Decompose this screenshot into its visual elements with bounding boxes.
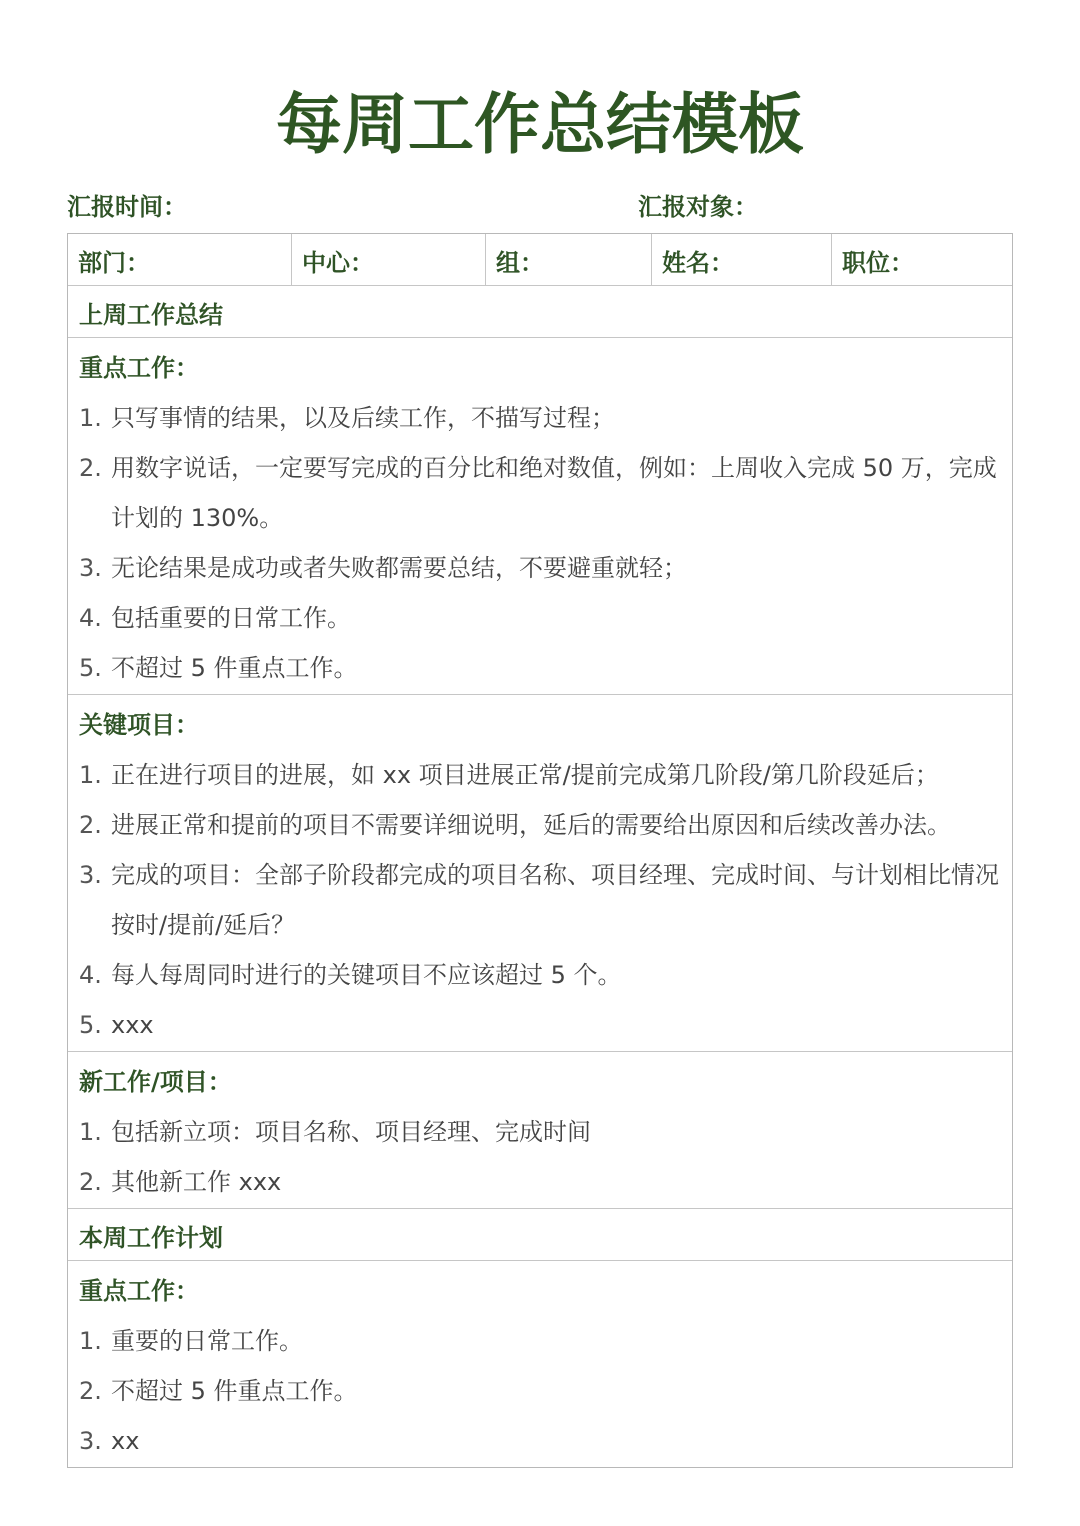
- list-item: [79, 750, 1002, 800]
- last-week-section-title: 上周工作总结: [68, 286, 1012, 338]
- key-projects-block: [68, 695, 1012, 1052]
- item-number: 3.: [79, 1427, 102, 1455]
- list-item: [79, 1366, 1002, 1416]
- item-text: xxx: [111, 1011, 154, 1039]
- item-number: 1.: [79, 404, 102, 432]
- list-item: [79, 1107, 1002, 1157]
- item-number: 3.: [79, 554, 102, 582]
- list-item: [79, 593, 1002, 643]
- item-number: 4.: [79, 961, 102, 989]
- item-text: 不超过 5 件重点工作。: [111, 1377, 358, 1405]
- this-week-key-work-block: [68, 1261, 1012, 1467]
- group-cell: 组：: [486, 234, 652, 286]
- item-number: 2.: [79, 1377, 102, 1405]
- item-number: 5.: [79, 654, 102, 682]
- item-text: 无论结果是成功或者失败都需要总结，不要避重就轻；: [111, 554, 687, 582]
- report-time-label: 汇报时间：: [67, 193, 187, 221]
- item-number: 5.: [79, 1011, 102, 1039]
- info-header-row: [68, 234, 1012, 286]
- item-text: 进展正常和提前的项目不需要详细说明，延后的需要给出原因和后续改善办法。: [111, 811, 951, 839]
- item-text: 重要的日常工作。: [111, 1327, 303, 1355]
- key-work-heading: 重点工作：: [79, 354, 199, 382]
- key-projects-heading: 关键项目：: [79, 711, 199, 739]
- item-number: 2.: [79, 454, 102, 482]
- department-cell: 部门：: [68, 234, 292, 286]
- item-number: 1.: [79, 761, 102, 789]
- position-cell: 职位：: [842, 249, 914, 277]
- list-item: [79, 950, 1002, 1000]
- key-work-heading: 重点工作：: [79, 1277, 199, 1305]
- item-text: xx: [111, 1427, 140, 1455]
- item-text: 正在进行项目的进展，如 xx 项目进展正常/提前完成第几阶段/第几阶段延后；: [111, 761, 939, 789]
- list-item: [79, 1416, 1002, 1466]
- summary-table: [67, 233, 1013, 1468]
- item-text: 完成的项目：全部子阶段都完成的项目名称、项目经理、完成时间、与计划相比情况按时/提前/延后？: [111, 861, 999, 939]
- list-item: [79, 1157, 1002, 1207]
- item-number: 3.: [79, 861, 102, 889]
- list-item: [79, 1316, 1002, 1366]
- item-text: 每人每周同时进行的关键项目不应该超过 5 个。: [111, 961, 622, 989]
- name-cell: 姓名：: [652, 234, 832, 286]
- item-number: 2.: [79, 1168, 102, 1196]
- item-text: 其他新工作 xxx: [111, 1168, 282, 1196]
- list-item: [79, 543, 1002, 593]
- list-item: [79, 1000, 1002, 1050]
- item-text: 不超过 5 件重点工作。: [111, 654, 358, 682]
- center-cell: 中心：: [292, 234, 486, 286]
- list-item: [79, 643, 1002, 693]
- page-title: 每周工作总结模板: [276, 86, 804, 163]
- new-work-block: [68, 1052, 1012, 1209]
- item-number: 1.: [79, 1118, 102, 1146]
- item-text: 只写事情的结果，以及后续工作，不描写过程；: [111, 404, 615, 432]
- list-item: [79, 393, 1002, 443]
- item-number: 4.: [79, 604, 102, 632]
- new-work-heading: 新工作/项目：: [79, 1068, 232, 1096]
- item-text: 用数字说话，一定要写完成的百分比和绝对数值，例如：上周收入完成 50 万，完成计划的 130%。: [111, 454, 997, 532]
- item-number: 1.: [79, 1327, 102, 1355]
- last-week-key-work-block: [68, 338, 1012, 695]
- item-number: 2.: [79, 811, 102, 839]
- item-text: 包括新立项：项目名称、项目经理、完成时间: [111, 1118, 591, 1146]
- this-week-section-title: 本周工作计划: [68, 1209, 1012, 1261]
- report-target-label: 汇报对象：: [638, 193, 758, 221]
- item-text: 包括重要的日常工作。: [111, 604, 351, 632]
- list-item: [79, 443, 1002, 543]
- list-item: [79, 800, 1002, 850]
- list-item: [79, 850, 1002, 950]
